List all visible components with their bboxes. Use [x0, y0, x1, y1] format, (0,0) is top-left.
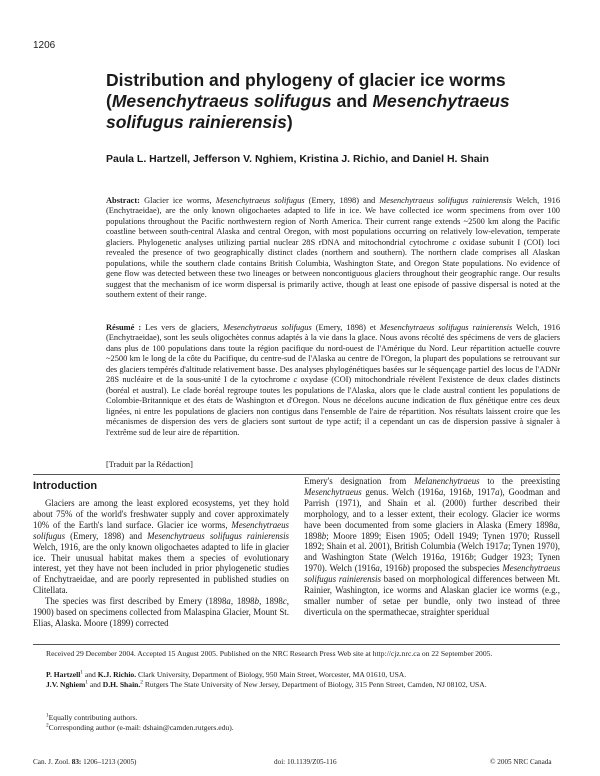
title-line-1: Distribution and phylogeny of glacier ice worms: [106, 70, 506, 90]
resume-subspecies: Mesenchytraeus solifugus rainierensis: [379, 323, 513, 332]
abstract-text: (Emery, 1898) and: [308, 196, 376, 205]
abstract-text: Glacier ice worms,: [144, 196, 212, 205]
footer-copyright: © 2005 NRC Canada: [490, 758, 552, 766]
footer-doi: doi: 10.1139/Z05-116: [274, 758, 337, 766]
abstract-subspecies: Mesenchytraeus solifugus rainierensis: [379, 196, 512, 205]
abstract-english: [106, 196, 560, 301]
resume-text: Les vers de glaciers,: [145, 323, 220, 332]
abstract-text: Welch, 1916 (Enchytraeidae), are the only known oligochaetes adapted to life in ice. We have collected ice worm specimens from over 100 populations throughout the Pacific northwestern region of North America. Their current range extends ~2500 km along the Pacific coastline between south-central Alaska and central Oregon, with most populations occurring on relatively low-elevation, temperate glaciers. Phylogenetic analyses utilizing partial nuclear 28S rDNA and mitochondrial cytochrome: [106, 196, 561, 247]
abstract-italic: c: [452, 237, 457, 247]
title-paren-close: ): [286, 112, 293, 132]
received-note: Received 29 December 2004. Accepted 15 August 2005. Published on the NRC Research Press Web site at http://cjz.nrc.ca on 22 September 2005.: [46, 649, 493, 658]
footnote-2: $^2$Corresponding author (e-mail: dshain@camden.rutgers.edu).: [46, 722, 234, 732]
body-column-left: [33, 498, 289, 629]
title-paren-open: (: [106, 91, 112, 111]
translation-note: [Traduit par la Rédaction]: [106, 460, 193, 469]
affiliation-2: J.V. Nghiem$^1$ and D.H. Shain.$^2$ Rutgers The State University of New Jersey, Department of Biology, 315 Penn Street, Camden, NJ 08102, USA.: [46, 679, 487, 689]
paragraph: Emery's designation from Melanenchytraeus to the preexisting Mesenchytraeus genus. Welch (1916a, 1916b, 1917a), Goodman and Parrish (1971), and Shain et al. (2000) further described their morphology, and to a lesser extent, their ecology. Glacier ice worms have been documented from some glaciers in Alaska (Emery 1898a, 1898b; Moore 1899; Eisen 1905; Odell 1949; Tynen 1970; Russell 1892; Shain et al. 2001), British Columbia (Welch 1917a; Tynen 1970), and Washington State (Welch 1916a, 1916b; Gudger 1923; Tynen 1970). Welch (1916a, 1916b) proposed the subspecies Mesenchytraeus solifugus rainierensis based on morphological differences between Mt. Rainier, Washington, ice worms and Alaskan glacier ice worms (e.g., smaller number of setae per bundle, only two instead of three diverticula on the spermathecae, straighter speridual: [304, 476, 561, 617]
resume-text: oxydase (COI) mitochondriale révèlent l'existence de deux clades distincts (boréal et austral). Le clade boréal regroupe toutes les populations de l'Alaska, alors que le clade austral contient les populations de Colombie-Britannique et des états de Washington et d'Oregon. Nous ne décelons aucune indication de flux génétique entre ces deux lignées, ni entre les populations de glaciers non contigus dans l'ensemble de l'aire de répartition. Nos résultats laissent croire que les mécanismes de dispersion des vers de glaciers sont surtout de type actif; il a cependant un cas de dispersion passive à signaler à l'extrême sud de leur aire de répartition.: [106, 375, 561, 437]
abstract-label: Abstract:: [106, 196, 140, 205]
footnote-1: $^1$Equally contributing authors.: [46, 712, 138, 722]
article-title: [106, 70, 576, 133]
author-list: Paula L. Hartzell, Jefferson V. Nghiem, Kristina J. Richio, and Daniel H. Shain: [106, 153, 489, 165]
title-subspecies: solifugus rainierensis: [106, 112, 287, 132]
resume-text: (Emery, 1898) et: [315, 323, 376, 332]
section-heading-introduction: Introduction: [33, 480, 98, 492]
divider: [33, 474, 560, 475]
page-number: 1206: [33, 40, 56, 51]
resume-label: Résumé :: [106, 323, 142, 332]
paragraph: The species was first described by Emery (1898a, 1898b, 1898c, 1900) based on specimens collected from Malaspina Glacier, Mount St. Elias, Alaska. Moore (1899) corrected: [33, 596, 290, 628]
abstract-species: Mesenchytraeus solifugus: [215, 196, 305, 205]
body-column-right: [304, 476, 560, 618]
title-genus: Mesenchytraeus: [372, 91, 510, 111]
resume-text: Welch, 1916 (Enchytraeidae), sont les seuls oligochètes connus adaptés à la vie dans la glace. Nous avons récolté des spécimens de vers de glaciers dans plus de 100 populations dans toute la région pacifique du nord-ouest de l'Amérique du Nord. Leur répartition actuelle couvre ~2500 km le long de la côte du Pacifique, du centre-sud de l'Alaska au centre de l'Oregon, la plupart des populations se retrouvant sur des glaciers tempérés d'altitude relativement basse. Des analyses phylogénétiques basées sur le séquençage partiel des locus de l'ADNr 28S nucléaire et de la sous-unité I de la cytochrome: [106, 323, 561, 385]
abstract-text: oxidase subunit I (COI) loci revealed the presence of two geographically distinct clades (northern and southern). The northern clade comprises all Alaskan populations, while the southern clade contains British Columbia, Washington State, and Oregon State populations. No evidence of gene flow was detected between these two lineages or between noncontiguous glaciers throughout their geographic range. Our results suggest that the mechanism of ice worm dispersal is primarily active, though at least one episode of passive dispersal is noted at the southern extent of their range.: [106, 237, 561, 300]
resume-species: Mesenchytraeus solifugus: [223, 323, 312, 332]
paragraph: Glaciers are among the least explored ecosystems, yet they hold about 75% of the world's freshwater supply and cover approximately 10% of the Earth's land surface. Glacier ice worms, Mesenchytraeus solifugus (Emery, 1898) and Mesenchytraeus solifugus rainierensis Welch, 1916, are the only known oligochaetes adapted to life in glacier ice. Their unusual habitat makes them a species of evolutionary interest, yet they have not been included in prior phylogenetic studies of Enchytraeidae, and are poorly represented in published studies on Clitellata.: [33, 498, 290, 596]
title-and: and: [331, 91, 373, 111]
footer-citation: Can. J. Zool. 83: 1206–1213 (2005): [33, 758, 137, 766]
abstract-french: [106, 323, 560, 438]
title-species: Mesenchytraeus solifugus: [111, 91, 332, 111]
affiliation-1: P. Hartzell$^1$ and K.J. Richio. Clark University, Department of Biology, 950 Main Street, Worcester, MA 01610, USA.: [46, 669, 407, 679]
divider: [33, 644, 560, 645]
resume-italic: c: [293, 375, 298, 385]
